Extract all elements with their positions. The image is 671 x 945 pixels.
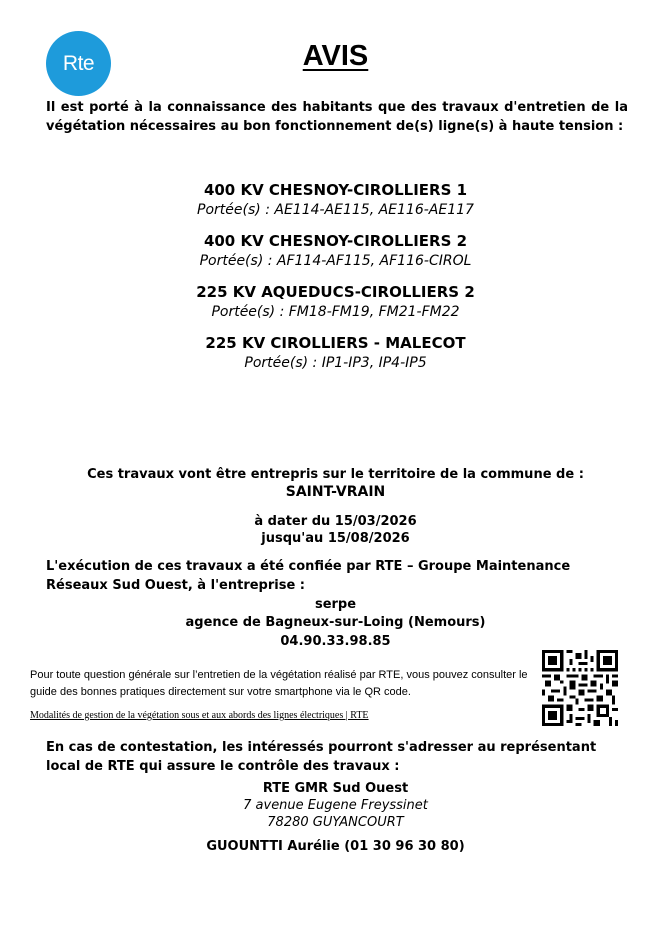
commune-name: SAINT-VRAIN — [285, 484, 386, 500]
line-name: 400 KV CHESNOY-CIROLLIERS 2 — [203, 232, 468, 250]
qr-code-icon[interactable] — [542, 650, 618, 726]
contact-street: 7 avenue Eugene Freyssinet — [243, 798, 428, 813]
line-name: 400 KV CHESNOY-CIROLLIERS 1 — [203, 181, 468, 199]
line-spans: Portée(s) : IP1-IP3, IP4-IP5 — [244, 355, 427, 371]
line-name: 225 KV CIROLLIERS - MALECOT — [205, 334, 466, 352]
company-agency: agence de Bagneux-sur-Loing (Nemours) — [185, 615, 486, 630]
line-spans: Portée(s) : FM18-FM19, FM21-FM22 — [211, 304, 460, 320]
line-name: 225 KV AQUEDUCS-CIROLLIERS 2 — [196, 283, 475, 301]
execution-paragraph: L'exécution de ces travaux a été confiée par RTE – Groupe Maintenance Réseaux Sud Ouest, à l'entreprise : — [46, 559, 571, 593]
contestation-paragraph: En cas de contestation, les intéressés pourront s'adresser au représentant local de RTE qui assure le contrôle des travaux : — [46, 740, 597, 774]
faq-text: Pour toute question générale sur l’entretien de la végétation réalisé par RTE, vous pouvez consulter le guide des bonnes pratiques directement sur votre smartphone via le QR code. — [30, 669, 528, 698]
rte-logo-text: Rte — [62, 51, 95, 75]
date-from: à dater du 15/03/2026 — [254, 514, 417, 529]
power-lines-list — [0, 181, 671, 385]
intro-paragraph: Il est porté à la connaissance des habitants que des travaux d'entretien de la végétation nécessaires au bon fonctionnement de(s) ligne(s) à haute tension : — [46, 100, 628, 134]
contact-person: GUOUNTTI Aurélie (01 30 96 30 80) — [206, 839, 465, 854]
contact-city: 78280 GUYANCOURT — [267, 815, 404, 830]
page-title: AVIS — [302, 40, 369, 72]
company-name: serpe — [314, 597, 357, 612]
works-intro: Ces travaux vont être entrepris sur le territoire de la commune de : — [87, 467, 584, 482]
line-spans: Portée(s) : AF114-AF115, AF116-CIROL — [199, 253, 472, 269]
company-phone: 04.90.33.98.85 — [280, 634, 391, 649]
line-spans: Portée(s) : AE114-AE115, AE116-AE117 — [197, 202, 474, 218]
contact-org: RTE GMR Sud Ouest — [262, 781, 409, 796]
date-to: jusqu'au 15/08/2026 — [261, 531, 410, 546]
guide-link[interactable]: Modalités de gestion de la végétation sous et aux abords des lignes électriques | RTE — [30, 710, 369, 721]
